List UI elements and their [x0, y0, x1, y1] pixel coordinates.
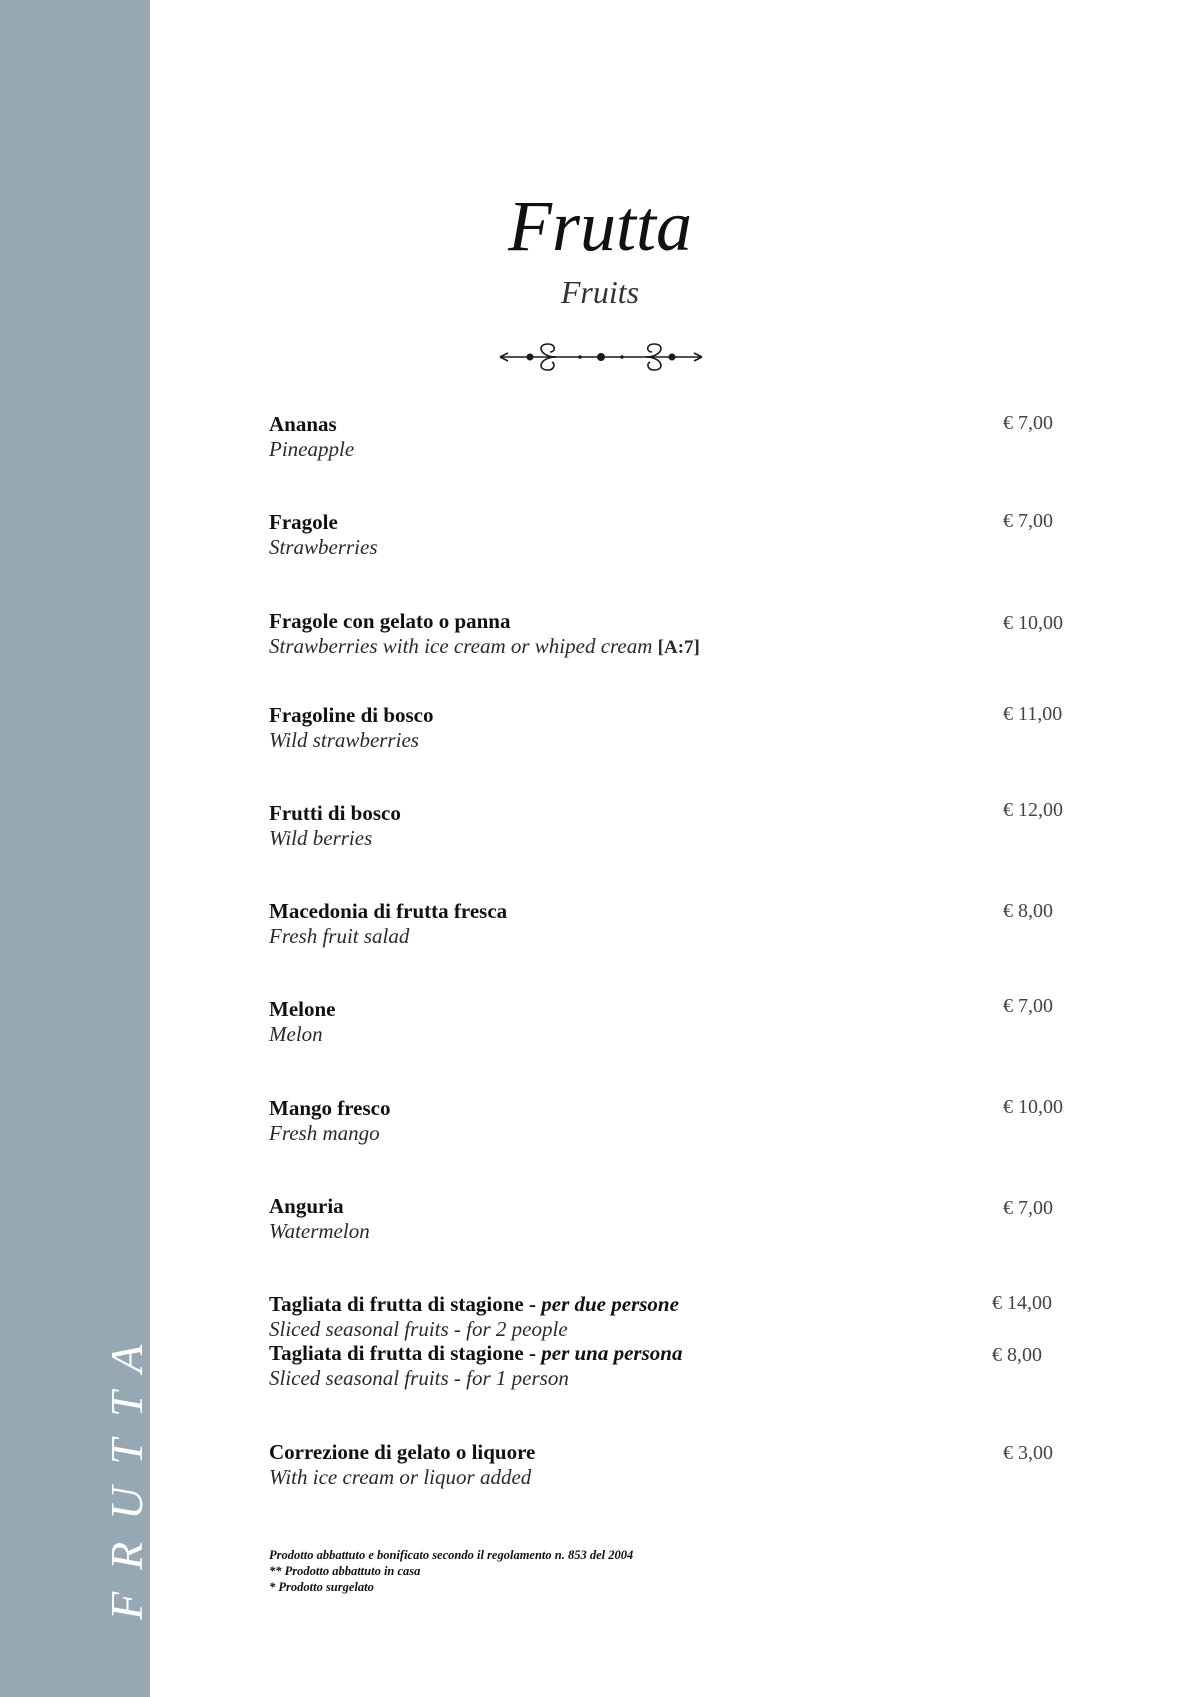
menu-item: [269, 1194, 1069, 1244]
footnote: * Prodotto surgelato: [269, 1580, 374, 1594]
item-name: Correzione di gelato o liquore: [269, 1440, 536, 1464]
item-price: € 8,00: [1003, 900, 1053, 922]
footnote: Prodotto abbattuto e bonificato secondo il regolamento n. 853 del 2004: [269, 1548, 634, 1562]
item-price: € 7,00: [1003, 995, 1053, 1017]
menu-item: [269, 1096, 1069, 1146]
menu-item: [269, 1292, 1069, 1342]
item-description: Sliced seasonal fruits - for 2 people: [269, 1317, 568, 1341]
item-description: Fresh fruit salad: [269, 924, 410, 948]
page-subtitle: Fruits: [560, 274, 640, 310]
item-description: Wild berries: [269, 826, 373, 850]
item-name: [269, 1292, 1069, 1317]
item-name: Fragoline di bosco: [269, 703, 434, 727]
item-name: Frutti di bosco: [269, 801, 401, 825]
item-description: Wild strawberries: [269, 728, 419, 752]
allergen-code: [A:7]: [657, 637, 700, 658]
item-name: Macedonia di frutta fresca: [269, 899, 508, 923]
item-name-text: Tagliata di frutta di stagione -: [269, 1292, 542, 1316]
item-name: Anguria: [269, 1194, 344, 1218]
menu-item: [269, 1341, 1069, 1391]
item-description: Strawberries: [269, 535, 378, 559]
item-description: Sliced seasonal fruits - for 1 person: [269, 1366, 569, 1390]
menu-item: [269, 997, 1069, 1047]
item-price: € 10,00: [1003, 612, 1063, 634]
item-description: Melon: [269, 1022, 323, 1046]
item-portion: per due persone: [541, 1292, 679, 1316]
sidebar: [0, 0, 150, 1697]
item-name: [269, 1341, 1069, 1366]
item-price: € 10,00: [1003, 1096, 1063, 1118]
item-description: [269, 634, 1069, 660]
item-name: Fragole: [269, 510, 338, 534]
menu-item: [269, 510, 1069, 560]
footnotes: [269, 1547, 633, 1595]
item-price: € 7,00: [1003, 1197, 1053, 1219]
menu-item: [269, 703, 1069, 753]
item-price: € 7,00: [1003, 510, 1053, 532]
item-price: € 12,00: [1003, 799, 1063, 821]
page-title: Frutta: [507, 186, 692, 266]
item-name: Melone: [269, 997, 336, 1021]
footnote: ** Prodotto abbattuto in casa: [269, 1564, 421, 1578]
item-name: Mango fresco: [269, 1096, 391, 1120]
item-price: € 11,00: [1003, 703, 1063, 725]
menu-item: [269, 899, 1069, 949]
menu-item: [269, 609, 1069, 660]
menu-item: [269, 1440, 1069, 1490]
ornament-divider-icon: [496, 340, 706, 374]
item-price: € 8,00: [992, 1344, 1042, 1366]
item-name-text: Tagliata di frutta di stagione -: [269, 1341, 542, 1365]
item-name: Fragole con gelato o panna: [269, 609, 511, 633]
menu-item: [269, 412, 1069, 462]
item-portion: per una persona: [541, 1341, 683, 1365]
item-name: Ananas: [269, 412, 337, 436]
menu-item: [269, 801, 1069, 851]
sidebar-label: FRUTTA: [101, 1322, 152, 1620]
item-price: € 14,00: [992, 1292, 1052, 1314]
item-description: Fresh mango: [269, 1121, 380, 1145]
item-description-text: Strawberries with ice cream or whiped cream: [269, 634, 653, 658]
item-description: Watermelon: [269, 1219, 370, 1243]
item-description: Pineapple: [269, 437, 355, 461]
item-price: € 3,00: [1003, 1442, 1053, 1464]
item-description: With ice cream or liquor added: [269, 1465, 532, 1489]
item-price: € 7,00: [1003, 412, 1053, 434]
